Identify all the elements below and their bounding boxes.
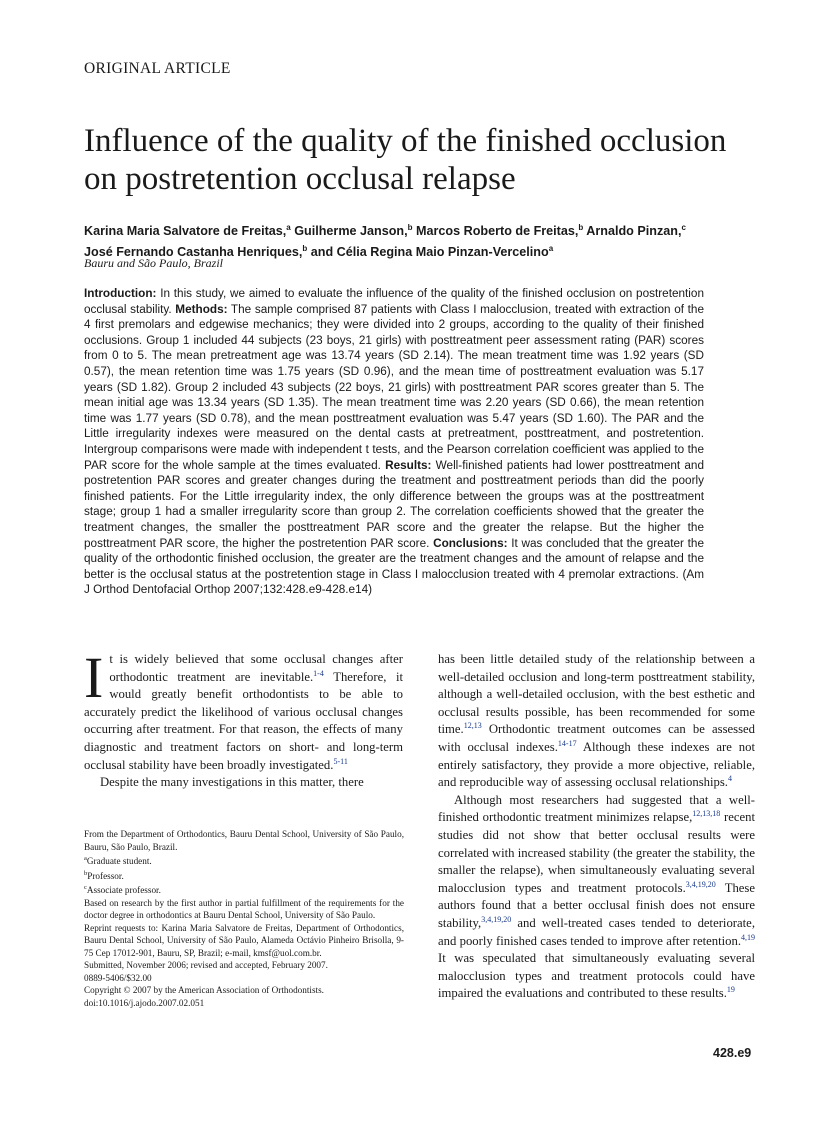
body-column-left	[84, 645, 404, 792]
body-column-right	[438, 651, 755, 1003]
footnotes	[84, 828, 404, 1009]
footnote-copyright: Copyright © 2007 by the American Association of Orthodontists.	[84, 985, 324, 996]
citation-link[interactable]: 5-11	[333, 756, 348, 766]
abstract-results-text: Well-finished patients had lower posttreatment and postretention PAR scores and greater changes during the treatment and posttreatment periods than did the poorly finished patients. For the Little irregularity index, the only difference between the groups was at the posttreatment stage; group 1 had a smaller irregularity score than group 2. The correlation coefficients showed that the greater the treatment changes, the smaller the posttreatment PAR score and the greater the relapse. But the higher the posttreatment PAR score, the higher the postretention PAR score.	[84, 458, 704, 550]
citation-link[interactable]: 3,4,19,20	[685, 879, 716, 889]
body-text: and well-treated cases tended to deteriorate, and poorly finished cases tended to improve after retention.	[438, 915, 755, 948]
body-paragraph	[438, 792, 755, 1003]
section-label: ORIGINAL ARTICLE	[84, 60, 231, 77]
author-affiliation-mark: b	[302, 244, 308, 254]
article-title: Influence of the quality of the finished occlusion on postretention occlusal relapse	[84, 123, 727, 197]
body-text: These authors found that a better occlusal finish does not ensure stability,	[438, 880, 755, 930]
author-name: and Célia Regina Maio Pinzan-Vercelino	[307, 245, 549, 260]
citation-link[interactable]: 12,13	[463, 721, 482, 731]
citation-link[interactable]: 4,19	[741, 932, 755, 942]
citation-link[interactable]: 3,4,19,20	[481, 914, 512, 924]
abstract	[84, 286, 704, 598]
abstract-intro-text: In this study, we aimed to evaluate the influence of the quality of the finished occlusion on postretention occlusal stability.	[84, 287, 704, 316]
footnote-mark: a	[84, 855, 87, 862]
footnote-doi[interactable]: doi:10.1016/j.ajodo.2007.02.051	[84, 997, 205, 1008]
body-text: It was speculated that simultaneously evaluating several malocclusion types and treatment protocols could have impaired the evaluations and contributed to these results.	[438, 951, 755, 1001]
body-text: Although most researchers had suggested that a well-finished orthodontic treatment minimizes relapse,	[438, 792, 755, 825]
author-name: Marcos Roberto de Freitas,	[412, 224, 579, 239]
author-affiliation-mark: a	[548, 244, 554, 254]
author-name: Arnaldo Pinzan,	[583, 224, 682, 239]
body-text: t is widely believed that some occlusal changes after orthodontic treatment are inevitable.	[109, 652, 403, 684]
abstract-methods-text: The sample comprised 87 patients with Class I malocclusion, treated with extraction of the 4 first premolars and edgewise mechanics; they were divided into 2 groups, according to the quality of their finished occlusions. Group 1 included 44 subjects (23 boys, 21 girls) with posttreatment peer assessment rating (PAR) scores from 0 to 5. The mean pretreatment age was 13.74 years (SD 2.14). The mean treatment time was 1.92 years (SD 0.57), the mean retention time was 1.75 years (SD 0.96), and the mean time of posttreatment evaluation was 5.17 years (SD 1.82). Group 2 included 43 subjects (22 boys, 21 girls) with posttreatment PAR scores greater than 5. The mean initial age was 13.34 years (SD 1.35). The mean treatment time was 2.20 years (SD 0.66), the mean retention time was 1.77 years (SD 0.78), and the mean posttreatment evaluation was 5.47 years (SD 1.60). The PAR and the Little irregularity indexes were measured on the dental casts at pretreatment, posttreatment, and postretention. Intergroup comparisons were made with independent t tests, and the Pearson correlation coefficient was applied to the PAR score for the whole sample at the times evaluated.	[84, 302, 704, 472]
author-location: Bauru and São Paulo, Brazil	[84, 256, 224, 270]
abstract-results-label: Results:	[385, 458, 432, 472]
author-name: José Fernando Castanha Henriques,	[84, 245, 303, 260]
footnote-mark: c	[84, 884, 87, 892]
footnote-affiliation: From the Department of Orthodontics, Bauru Dental School, University of São Paulo, Bauru, São Paulo, Brazil.	[84, 829, 404, 852]
author-name: Guilherme Janson,	[290, 224, 408, 239]
page-number: 428.e9	[713, 1046, 752, 1060]
body-text: Therefore, it would greatly benefit orthodontists to be able to accurately predict the likelihood of various occlusal changes occurring after treatment. For that reason, the effects of many diagnostic and treatment factors on short- and long-term occlusal stability have been broadly investigated.	[84, 669, 404, 772]
author-affiliation-mark: c	[681, 223, 686, 232]
footnote-text: Associate professor.	[86, 885, 161, 896]
body-paragraph	[84, 645, 404, 774]
body-text: has been little detailed study of the relationship between a well-detailed occlusion and long-term posttreatment stability, although a well-detailed occlusion, with the best esthetic and occlusal results possible, has been recommended for some time.	[438, 652, 755, 737]
body-text: Orthodontic treatment outcomes can be assessed with occlusal indexes.	[438, 722, 755, 754]
footnote-reprint: Reprint requests to: Karina Maria Salvatore de Freitas, Department of Orthodontics, Bauru Dental School, University of São Paulo, Alameda Octávio Pinheiro Brisolla, 9-75 Cep 17012-901, Bauru, SP, Brazil; e-mail, kmsf@uol.com.br.	[84, 922, 404, 958]
footnote-role	[84, 853, 404, 868]
citation-link[interactable]: 4	[727, 773, 732, 783]
citation-link[interactable]: 14-17	[557, 738, 577, 748]
abstract-methods-label: Methods:	[175, 302, 228, 316]
footnote-text: Graduate student.	[86, 856, 152, 867]
body-paragraph: Despite the many investigations in this matter, there	[100, 775, 364, 790]
body-paragraph	[438, 651, 755, 792]
abstract-intro-label: Introduction:	[84, 287, 157, 300]
author-affiliation-mark: b	[578, 223, 584, 232]
footnote-role	[84, 882, 404, 897]
author-name: Karina Maria Salvatore de Freitas,	[84, 224, 287, 239]
body-text: Although these indexes are not entirely satisfactory, they provide a more objective, reliable, and reproducible way of assessing occlusal relationships.	[438, 739, 755, 790]
footnote-issn: 0889-5406/$32.00	[84, 972, 152, 983]
citation-link[interactable]: 19	[726, 985, 735, 995]
footnote-text: Professor.	[87, 870, 124, 881]
citation-link[interactable]: 1-4	[313, 668, 324, 678]
footnote-role	[84, 868, 404, 883]
footnote-mark: b	[84, 869, 88, 877]
footnote-funding: Based on research by the first author in partial fulfillment of the requirements for the doctor degree in orthodontics at Bauru Dental School, University of São Paulo.	[84, 897, 404, 921]
footnote-submitted: Submitted, November 2006; revised and accepted, February 2007.	[84, 960, 328, 971]
abstract-conclusions-text: It was concluded that the greater the quality of the orthodontic finished occlusion, the greater are the treatment changes and the amount of relapse and the better is the occlusal status at the postretention stage in Class I malocclusion treated with 4 premolar extractions. (Am J Orthod Dentofacial Orthop 2007;132:428.e9-428.e14)	[84, 536, 704, 597]
body-text: recent studies did not show that better occlusal results were correlated with increased stability (the greater the stability, the smaller the relapse), when simultaneously evaluating several malocclusion types and treatment protocols.	[438, 810, 755, 895]
author-affiliation-mark: b	[407, 223, 413, 232]
drop-cap: I	[84, 645, 104, 710]
citation-link[interactable]: 12,13,18	[692, 809, 721, 819]
abstract-conclusions-label: Conclusions:	[433, 536, 508, 550]
author-affiliation-mark: a	[286, 223, 291, 232]
